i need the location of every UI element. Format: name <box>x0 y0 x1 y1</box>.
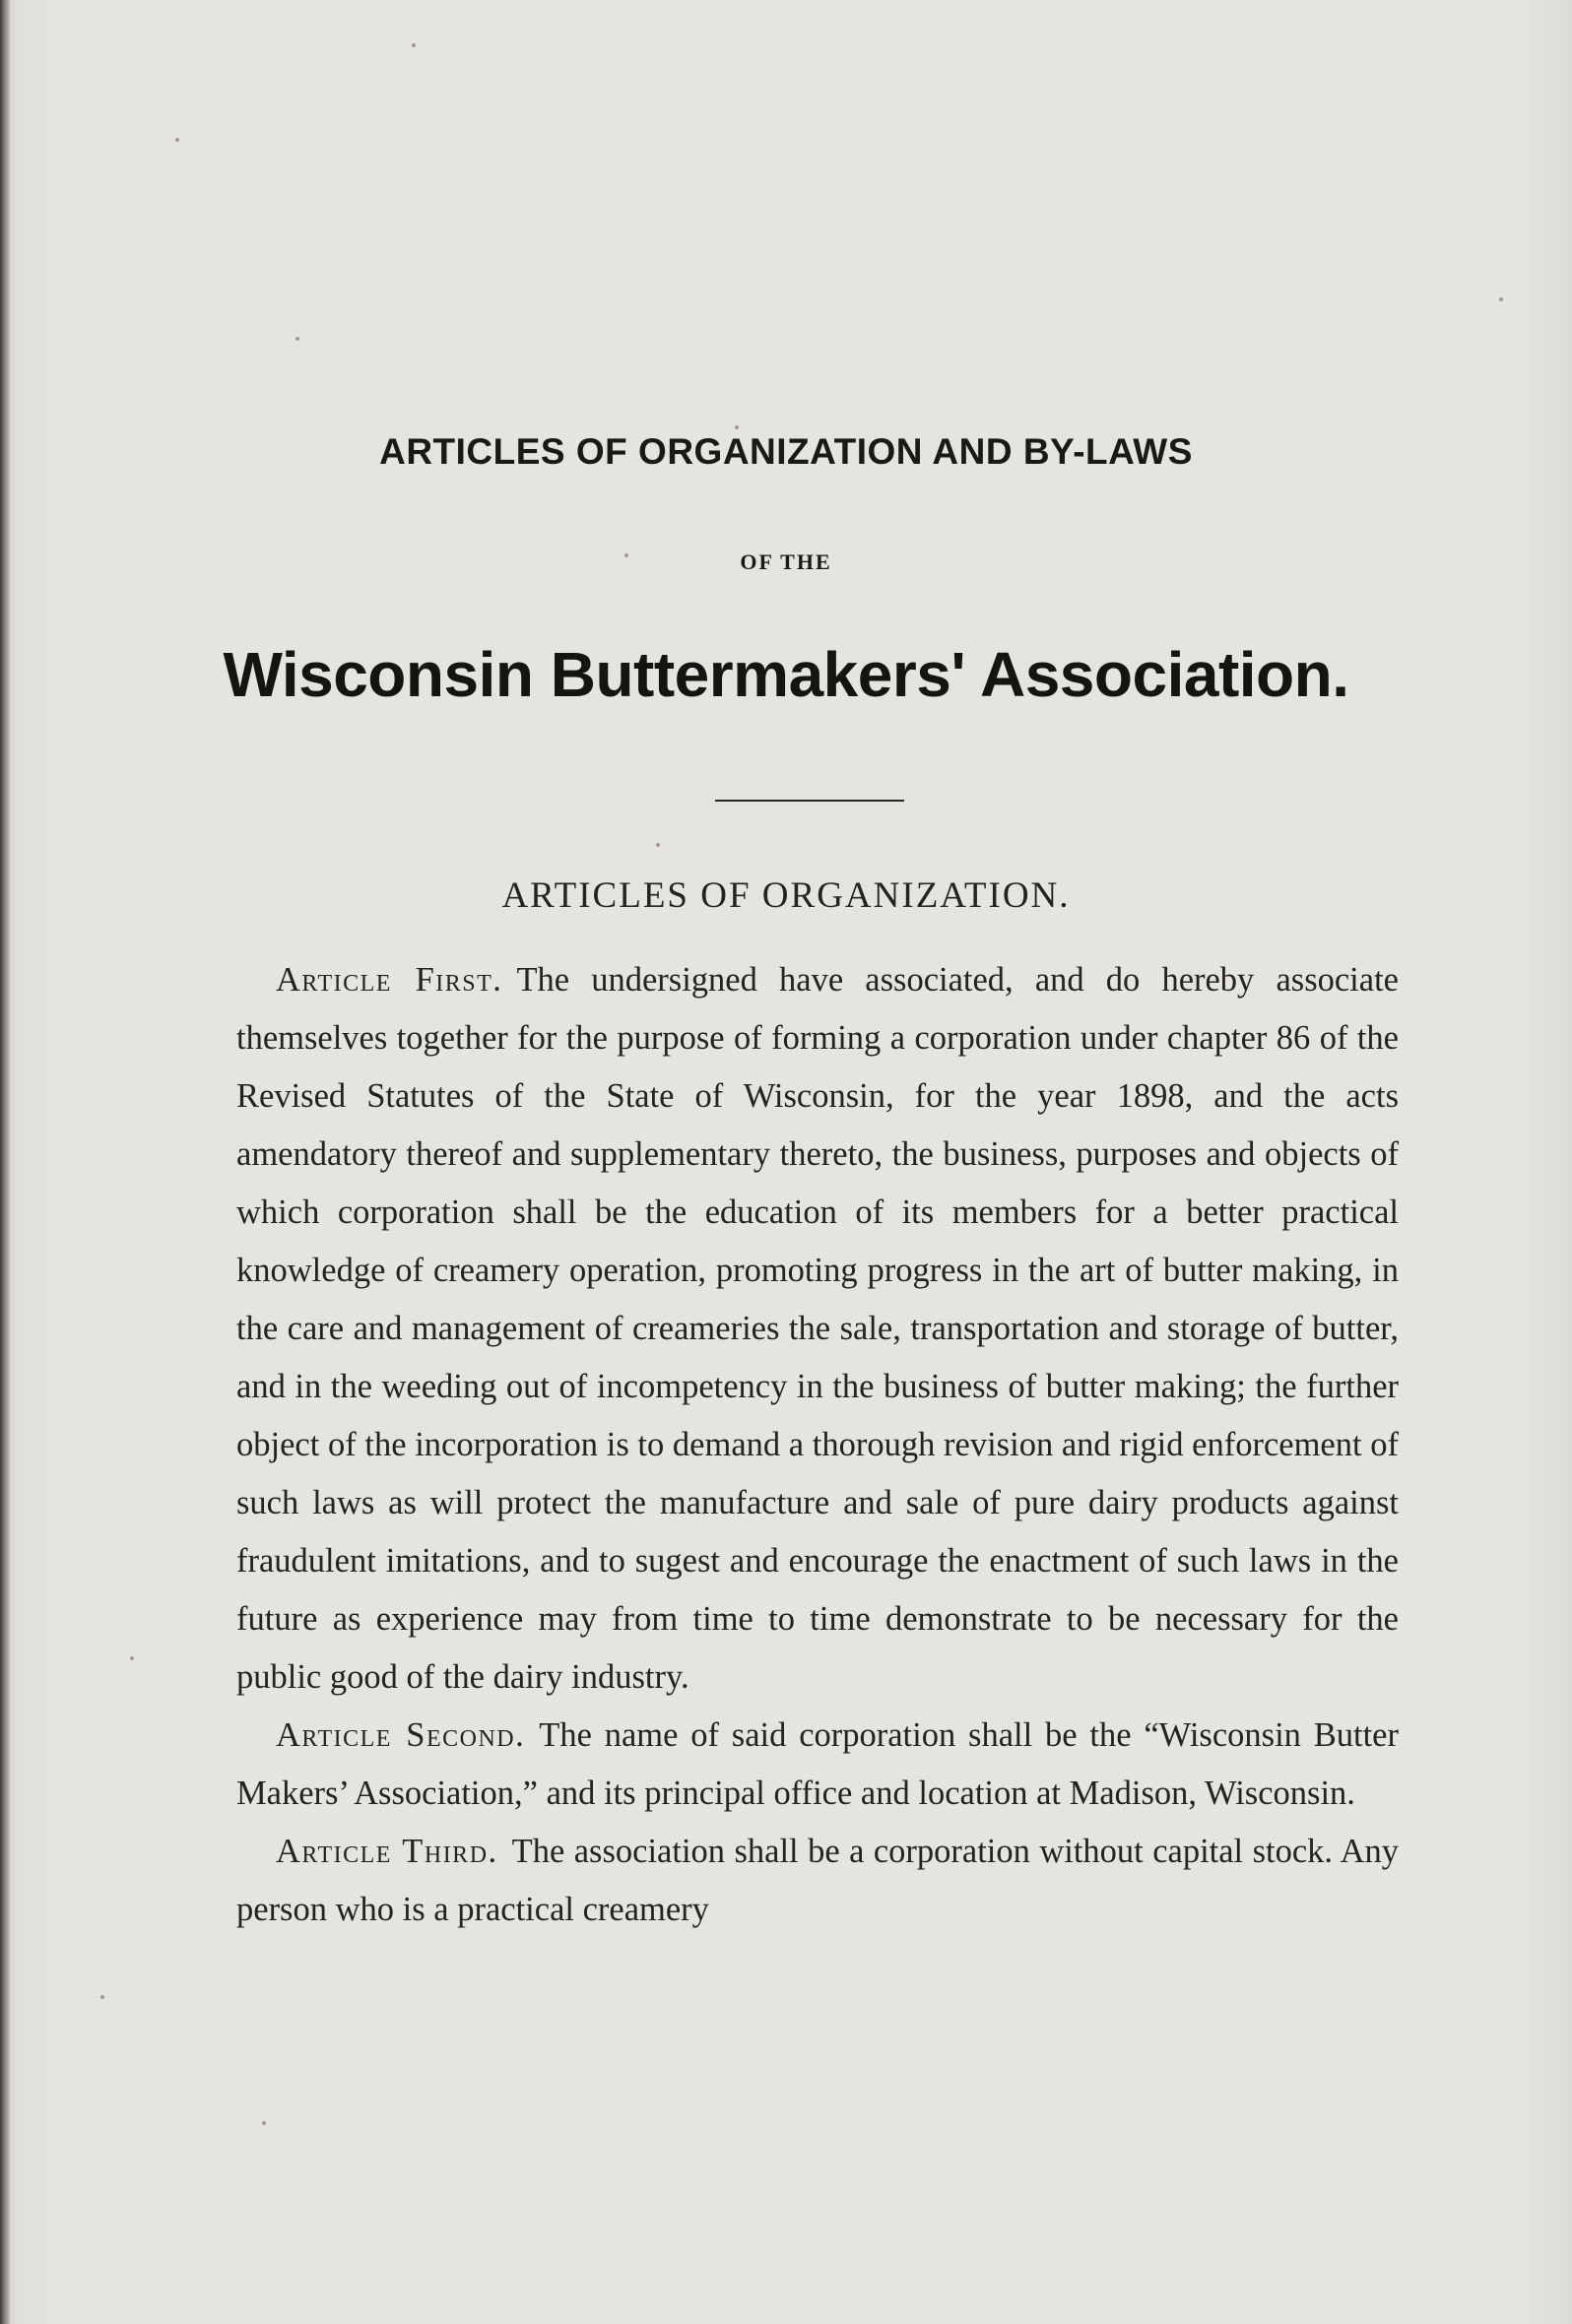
paper-speck <box>295 337 299 341</box>
body-text <box>236 951 1399 1939</box>
paper-speck <box>175 138 179 142</box>
article-text: The association shall be a corporation without capital stock. Any person who is a practical creamery <box>236 1833 1399 1928</box>
article-paragraph <box>236 951 1399 1707</box>
page-binding-edge <box>0 0 10 2324</box>
article-label: Article Second. <box>276 1716 526 1754</box>
paper-speck <box>130 1656 134 1660</box>
association-name-heading: Wisconsin Buttermakers' Association. <box>223 639 1349 710</box>
paper-speck <box>1499 297 1503 301</box>
article-paragraph <box>236 1823 1399 1939</box>
paper-speck <box>412 43 416 47</box>
paper-speck <box>656 843 660 847</box>
document-heading-line2: OF THE <box>740 549 832 574</box>
paper-speck <box>262 2121 266 2125</box>
article-text: The undersigned have associated, and do hereby associate themselves together for the purpose of forming a corporation under chapter 86 of the Revised Statutes of the State of Wisconsin, for the year 1898, and the acts amendatory thereof and supplementary thereto, the business, purposes and objects of which corporation shall be the education of its members for a better practical knowledge of creamery operation, promoting progress in the art of butter making, in the care and management of creameries the sale, transportation and storage of butter, and in the weeding out of incompetency in the business of butter making; the further object of the incorporation is to demand a thorough revision and rigid enforcement of such laws as will protect the manufacture and sale of pure dairy products against fraudulent imitations, and to sugest and encourage the enactment of such laws in the future as experience may from time to time demonstrate to be necessary for the public good of the dairy industry. <box>236 961 1399 1696</box>
article-paragraph <box>236 1707 1399 1823</box>
paper-speck <box>735 425 739 429</box>
article-label: Article Third. <box>276 1833 498 1870</box>
section-title: ARTICLES OF ORGANIZATION. <box>501 875 1071 916</box>
document-heading-line1: ARTICLES OF ORGANIZATION AND BY-LAWS <box>379 431 1193 472</box>
article-text: The name of said corporation shall be the “Wisconsin Butter Makers’ Association,” and its principal office and location at Madison, Wisconsin. <box>236 1716 1399 1812</box>
article-label: Article First. <box>276 961 503 999</box>
divider-rule <box>715 800 904 802</box>
paper-speck <box>100 1995 104 1999</box>
